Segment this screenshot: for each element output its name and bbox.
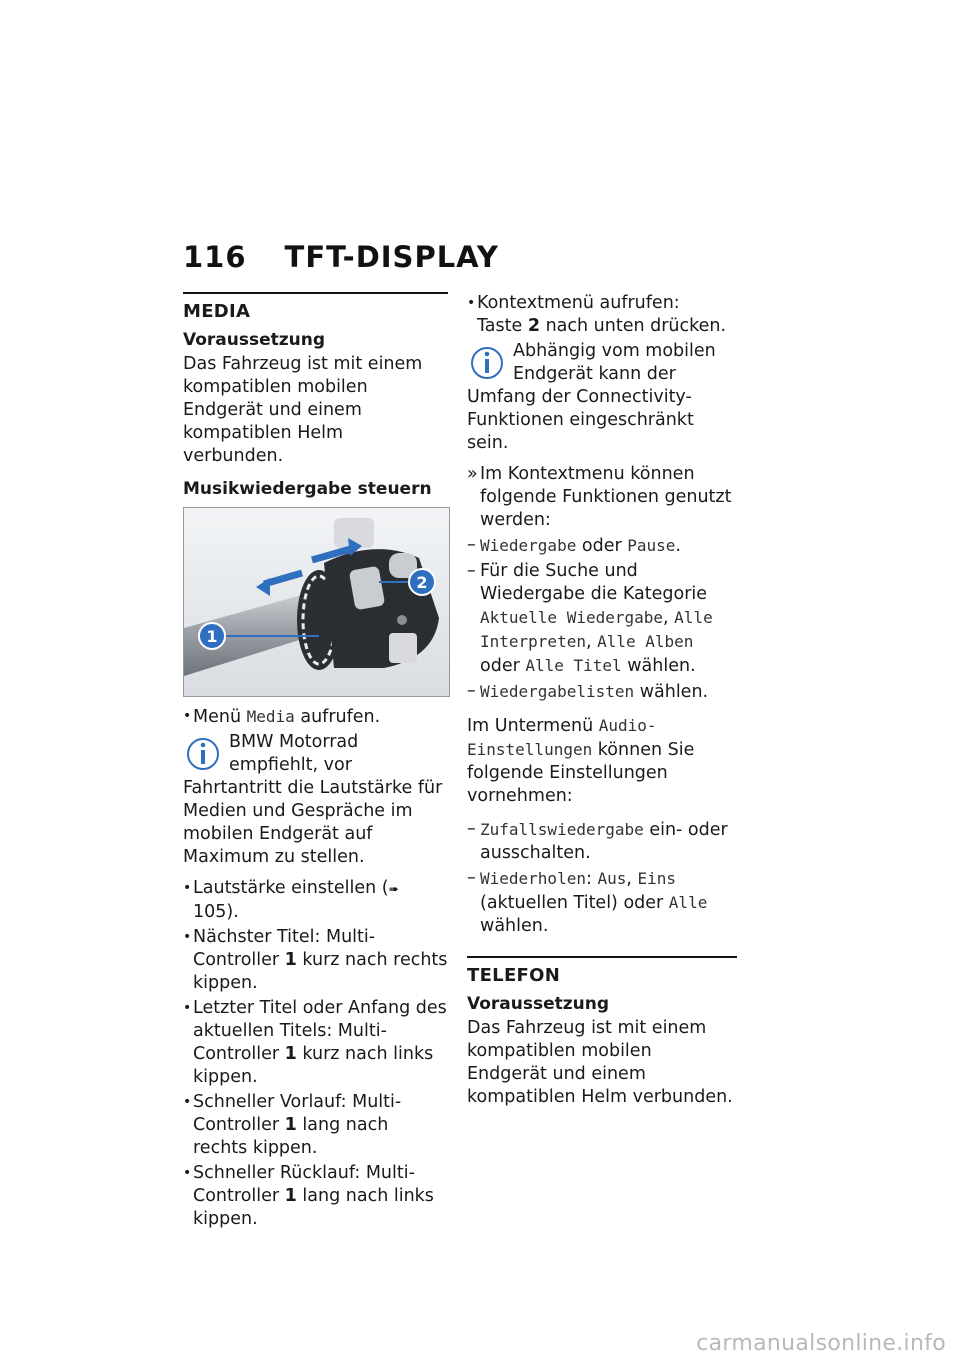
menu-item-media: Media (246, 707, 295, 726)
page-header (183, 240, 499, 274)
chapter-title: TFT-DISPLAY (284, 240, 499, 274)
left-column (183, 292, 448, 1233)
callout-2-label: 2 (416, 573, 428, 592)
dash-item: – Zufallswiedergabe ein- oder ausschalten. (467, 819, 728, 863)
handlebar-controls-figure (183, 507, 450, 697)
info-icon (467, 343, 507, 383)
info-note-text: BMW Motorrad empfiehlt, vor Fahrtantritt die Lautstärke für Medien und Gespräche im mobilen Endgerät auf Maximum zu stellen. (183, 732, 443, 867)
info-note-text: Abhängig vom mobilen Endgerät kann der Umfang der Connectivity-Funktionen eingeschränkt sein. (467, 341, 716, 453)
section-title-media: MEDIA (183, 292, 448, 323)
page-ref-arrow-icon: ➠ (388, 882, 399, 896)
info-icon (183, 734, 223, 774)
list-item: • Nächster Titel: Multi-Controller 1 kurz nach rechts kippen. (183, 926, 448, 995)
list-item: • Letzter Titel oder Anfang des aktuellen Titels: Multi-Controller 1 kurz nach links kippen. (183, 997, 448, 1089)
prereq-heading: Voraussetzung (467, 994, 610, 1014)
handlebar-illustration (184, 508, 449, 696)
right-column (467, 292, 737, 1119)
prereq-text: Das Fahrzeug ist mit einem kompatiblen mobilen Endgerät und einem kompatiblen Helm verbunden. (467, 1018, 733, 1107)
info-note (467, 340, 737, 455)
dash-item: – Für die Suche und Wiedergabe die Kategorie Aktuelle Wiedergabe, Alle Interpreten, Alle Alben oder Alle Titel wählen. (467, 561, 713, 676)
context-bullet: • Kontextmenü aufrufen: Taste 2 nach unten drücken. (467, 292, 737, 338)
list-item: • Schneller Rücklauf: Multi-Controller 1 lang nach links kippen. (183, 1162, 448, 1231)
dash-item: – Wiederholen: Aus, Eins (aktuellen Titel) oder Alle wählen. (467, 868, 708, 936)
submenu-text: Im Untermenü Audio-Einstellungen können Sie folgende Einstellungen vornehmen: (467, 716, 695, 806)
prereq-heading: Voraussetzung (183, 330, 326, 350)
callout-1-label: 1 (206, 627, 218, 646)
music-heading: Musikwiedergabe steuern (183, 479, 432, 499)
list-item: • Schneller Vorlauf: Multi-Controller 1 lang nach rechts kippen. (183, 1091, 448, 1160)
volume-bullet: • Lautstärke einstellen (➠ 105). (183, 877, 448, 924)
menu-bullet: • Menü Media aufrufen. (183, 705, 448, 729)
result-line: » Im Kontextmenu können folgende Funktionen genutzt werden: (467, 464, 732, 530)
page-ref: 105 (193, 902, 227, 922)
info-note (183, 731, 448, 869)
dash-item: – Wiedergabelisten wählen. (467, 681, 709, 702)
prereq-text: Das Fahrzeug ist mit einem kompatiblen mobilen Endgerät und einem kompatiblen Helm verbunden. (183, 354, 423, 466)
watermark: carmanualsonline.info (696, 1331, 946, 1356)
page-number: 116 (183, 240, 247, 274)
section-title-telefon: TELEFON (467, 956, 737, 987)
dash-item: – Wiedergabe oder Pause. (467, 535, 681, 556)
